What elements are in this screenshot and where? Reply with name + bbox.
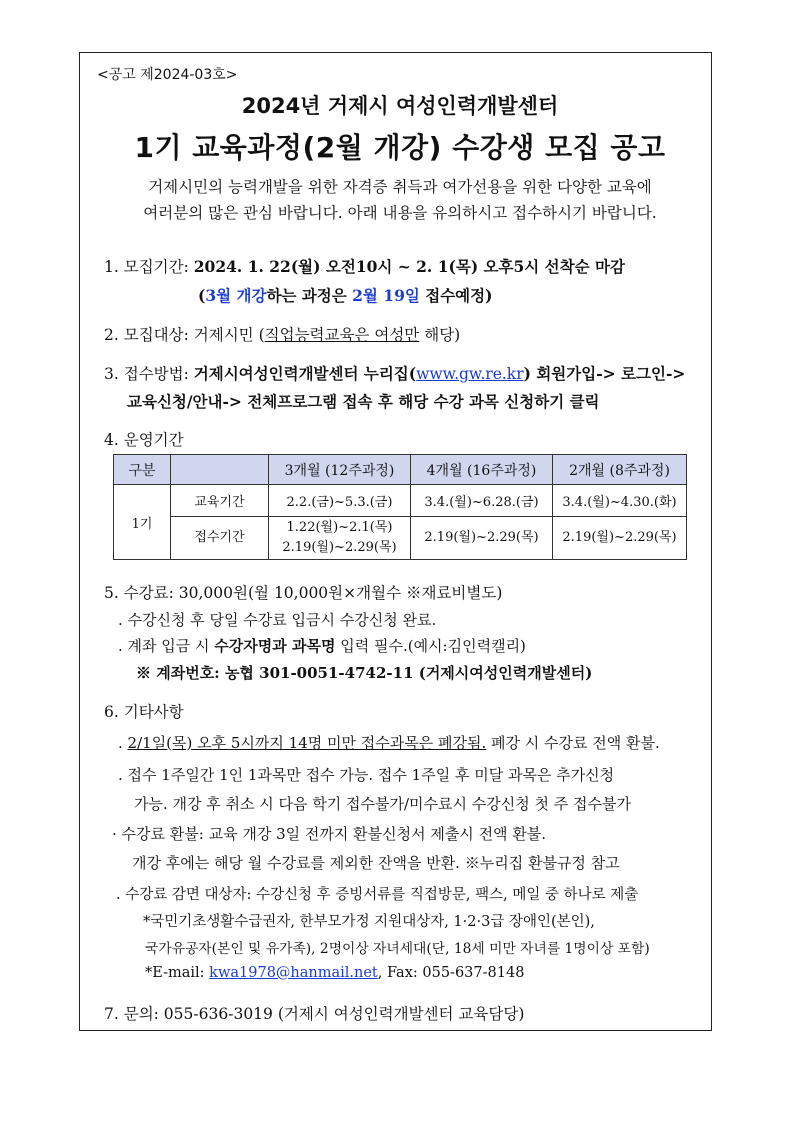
table-header-row (114, 455, 687, 485)
header-cell (171, 455, 269, 485)
section-6-label: 6. 기타사항 (104, 703, 184, 721)
title-line-2: 1기 교육과정(2월 개강) 수강생 모집 공고 (134, 131, 666, 164)
section-1 (104, 255, 625, 277)
intro-line-2: 여러분의 많은 관심 바랍니다. 아래 내용을 유의하시고 접수하시기 바랍니다. (143, 204, 657, 222)
cell-line: 1.22(월)~2.1(목) (286, 520, 393, 535)
bullet-2-pre: . 계좌 입금 시 (118, 637, 215, 655)
table-cell: 2.19(월)~2.29(목) (411, 517, 553, 560)
section-4-label: 4. 운영기간 (104, 431, 184, 449)
table-row (114, 517, 687, 560)
header-cell: 3개월 (12주과정) (269, 455, 411, 485)
section-3-bold-1: 거제시여성인력개발센터 누리집( (193, 364, 417, 383)
section-6-bullet-1 (118, 732, 660, 753)
table-cell (269, 517, 411, 560)
email-label: *E-mail: (145, 965, 210, 981)
section-2-underlined: 직업능력교육은 여성만 (264, 326, 420, 344)
sub-mid-text: 하는 과정은 (266, 286, 353, 305)
cell-line: 2.19(월)~2.29(목) (282, 540, 397, 555)
fax-number: , Fax: 055-637-8148 (377, 965, 525, 981)
section-2-end: 해당) (419, 326, 461, 344)
bullet-dot: . (118, 734, 128, 752)
header-cell: 4개월 (16주과정) (411, 455, 553, 485)
section-1-label: 1. 모집기간: (104, 258, 194, 276)
table-cell: 2.2.(금)~5.3.(금) (269, 485, 411, 517)
section-5-bullet-1: . 수강신청 후 당일 수강료 입금시 수강신청 완료. (118, 611, 437, 629)
section-6-bullet-4-line-1: . 수강료 감면 대상자: 수강신청 후 증빙서류를 직접방문, 팩스, 메일 중 하나로 제출 (116, 887, 639, 903)
section-3 (104, 362, 685, 384)
sub-end-text: 접수예정) (419, 286, 493, 305)
section-7-inquiry: 7. 문의: 055-636-3019 (거제시 여성인력개발센터 교육담당) (104, 1005, 525, 1023)
email-link[interactable]: kwa1978@hanmail.net (209, 965, 378, 981)
section-6-bullet-4-line-2: *국민기초생활수급권자, 한부모가정 지원대상자, 1·2·3급 장애인(본인), (143, 914, 595, 930)
section-6-bullet-3-line-2: 개강 후에는 해당 월 수강료를 제외한 잔액을 반환. ※누리집 환불규정 참고 (132, 854, 620, 872)
section-2 (104, 323, 460, 345)
section-1-period: 2024. 1. 22(월) 오전10시 ~ 2. 1(목) 오후5시 선착순 마감 (193, 257, 625, 276)
title-line-1: 2024년 거제시 여성인력개발센터 (241, 94, 559, 118)
bullet-2-post: 입력 필수.(예시:김인력캘리) (335, 637, 526, 655)
table-cell: 3.4.(월)~4.30.(화) (553, 485, 687, 517)
table-cell: 2.19(월)~2.29(목) (553, 517, 687, 560)
intro-line-1: 거제시민의 능력개발을 위한 자격증 취득과 여가선용을 위한 다양한 교육에 (148, 178, 652, 196)
march-open-text: 3월 개강 (205, 286, 267, 305)
feb-19-date: 2월 19일 (352, 286, 420, 305)
section-3-line-2: 교육신청/안내-> 전체프로그램 접속 후 해당 수강 과목 신청하기 클릭 (127, 392, 600, 411)
section-1-sub (198, 284, 492, 306)
section-2-label: 2. 모집대상: 거제시민 ( (104, 326, 265, 344)
table-cell: 3.4.(월)~6.28.(금) (411, 485, 553, 517)
header-cell: 구분 (114, 455, 171, 485)
section-5-label: 5. 수강료: 30,000원(월 10,000원×개월수 ※재료비별도) (104, 584, 503, 602)
row-label: 접수기간 (171, 517, 269, 560)
paren-open: ( (198, 286, 206, 305)
section-6-bullet-4-line-3: 국가유공자(본인 및 유가족), 2명이상 자녀세대(단, 18세 미만 자녀를 1명이상 포함) (145, 941, 650, 957)
section-6-bullet-3-line-1: · 수강료 환불: 교육 개강 3일 전까지 환불신청서 제출시 전액 환불. (112, 825, 547, 843)
website-link[interactable]: www.gw.re.kr (416, 365, 524, 383)
notice-number: <공고 제2024-03호> (97, 67, 238, 83)
term-cell: 1기 (114, 485, 171, 560)
section-3-label: 3. 접수방법: (104, 365, 194, 383)
row-label: 교육기간 (171, 485, 269, 517)
refund-text: 폐강 시 수강료 전액 환불. (486, 734, 660, 752)
schedule-table (113, 454, 687, 560)
table-row (114, 485, 687, 517)
bullet-2-bold: 수강자명과 과목명 (214, 637, 336, 655)
section-6-bullet-2-line-2: 가능. 개강 후 취소 시 다음 학기 접수불가/미수료시 수강신청 첫 주 접수불가 (134, 795, 631, 813)
section-5-bullet-2 (118, 635, 526, 656)
section-3-bold-2: ) 회원가입-> 로그인-> (523, 364, 686, 383)
section-6-bullet-2-line-1: . 접수 1주일간 1인 1과목만 접수 가능. 접수 1주일 후 미달 과목은 추가신청 (118, 766, 615, 784)
account-number: ※ 계좌번호: 농협 301-0051-4742-11 (거제시여성인력개발센터) (136, 664, 593, 682)
header-cell: 2개월 (8주과정) (553, 455, 687, 485)
closure-notice: 2/1일(목) 오후 5시까지 14명 미만 접수과목은 폐강됨. (127, 734, 487, 752)
contact-email-fax (145, 965, 524, 981)
